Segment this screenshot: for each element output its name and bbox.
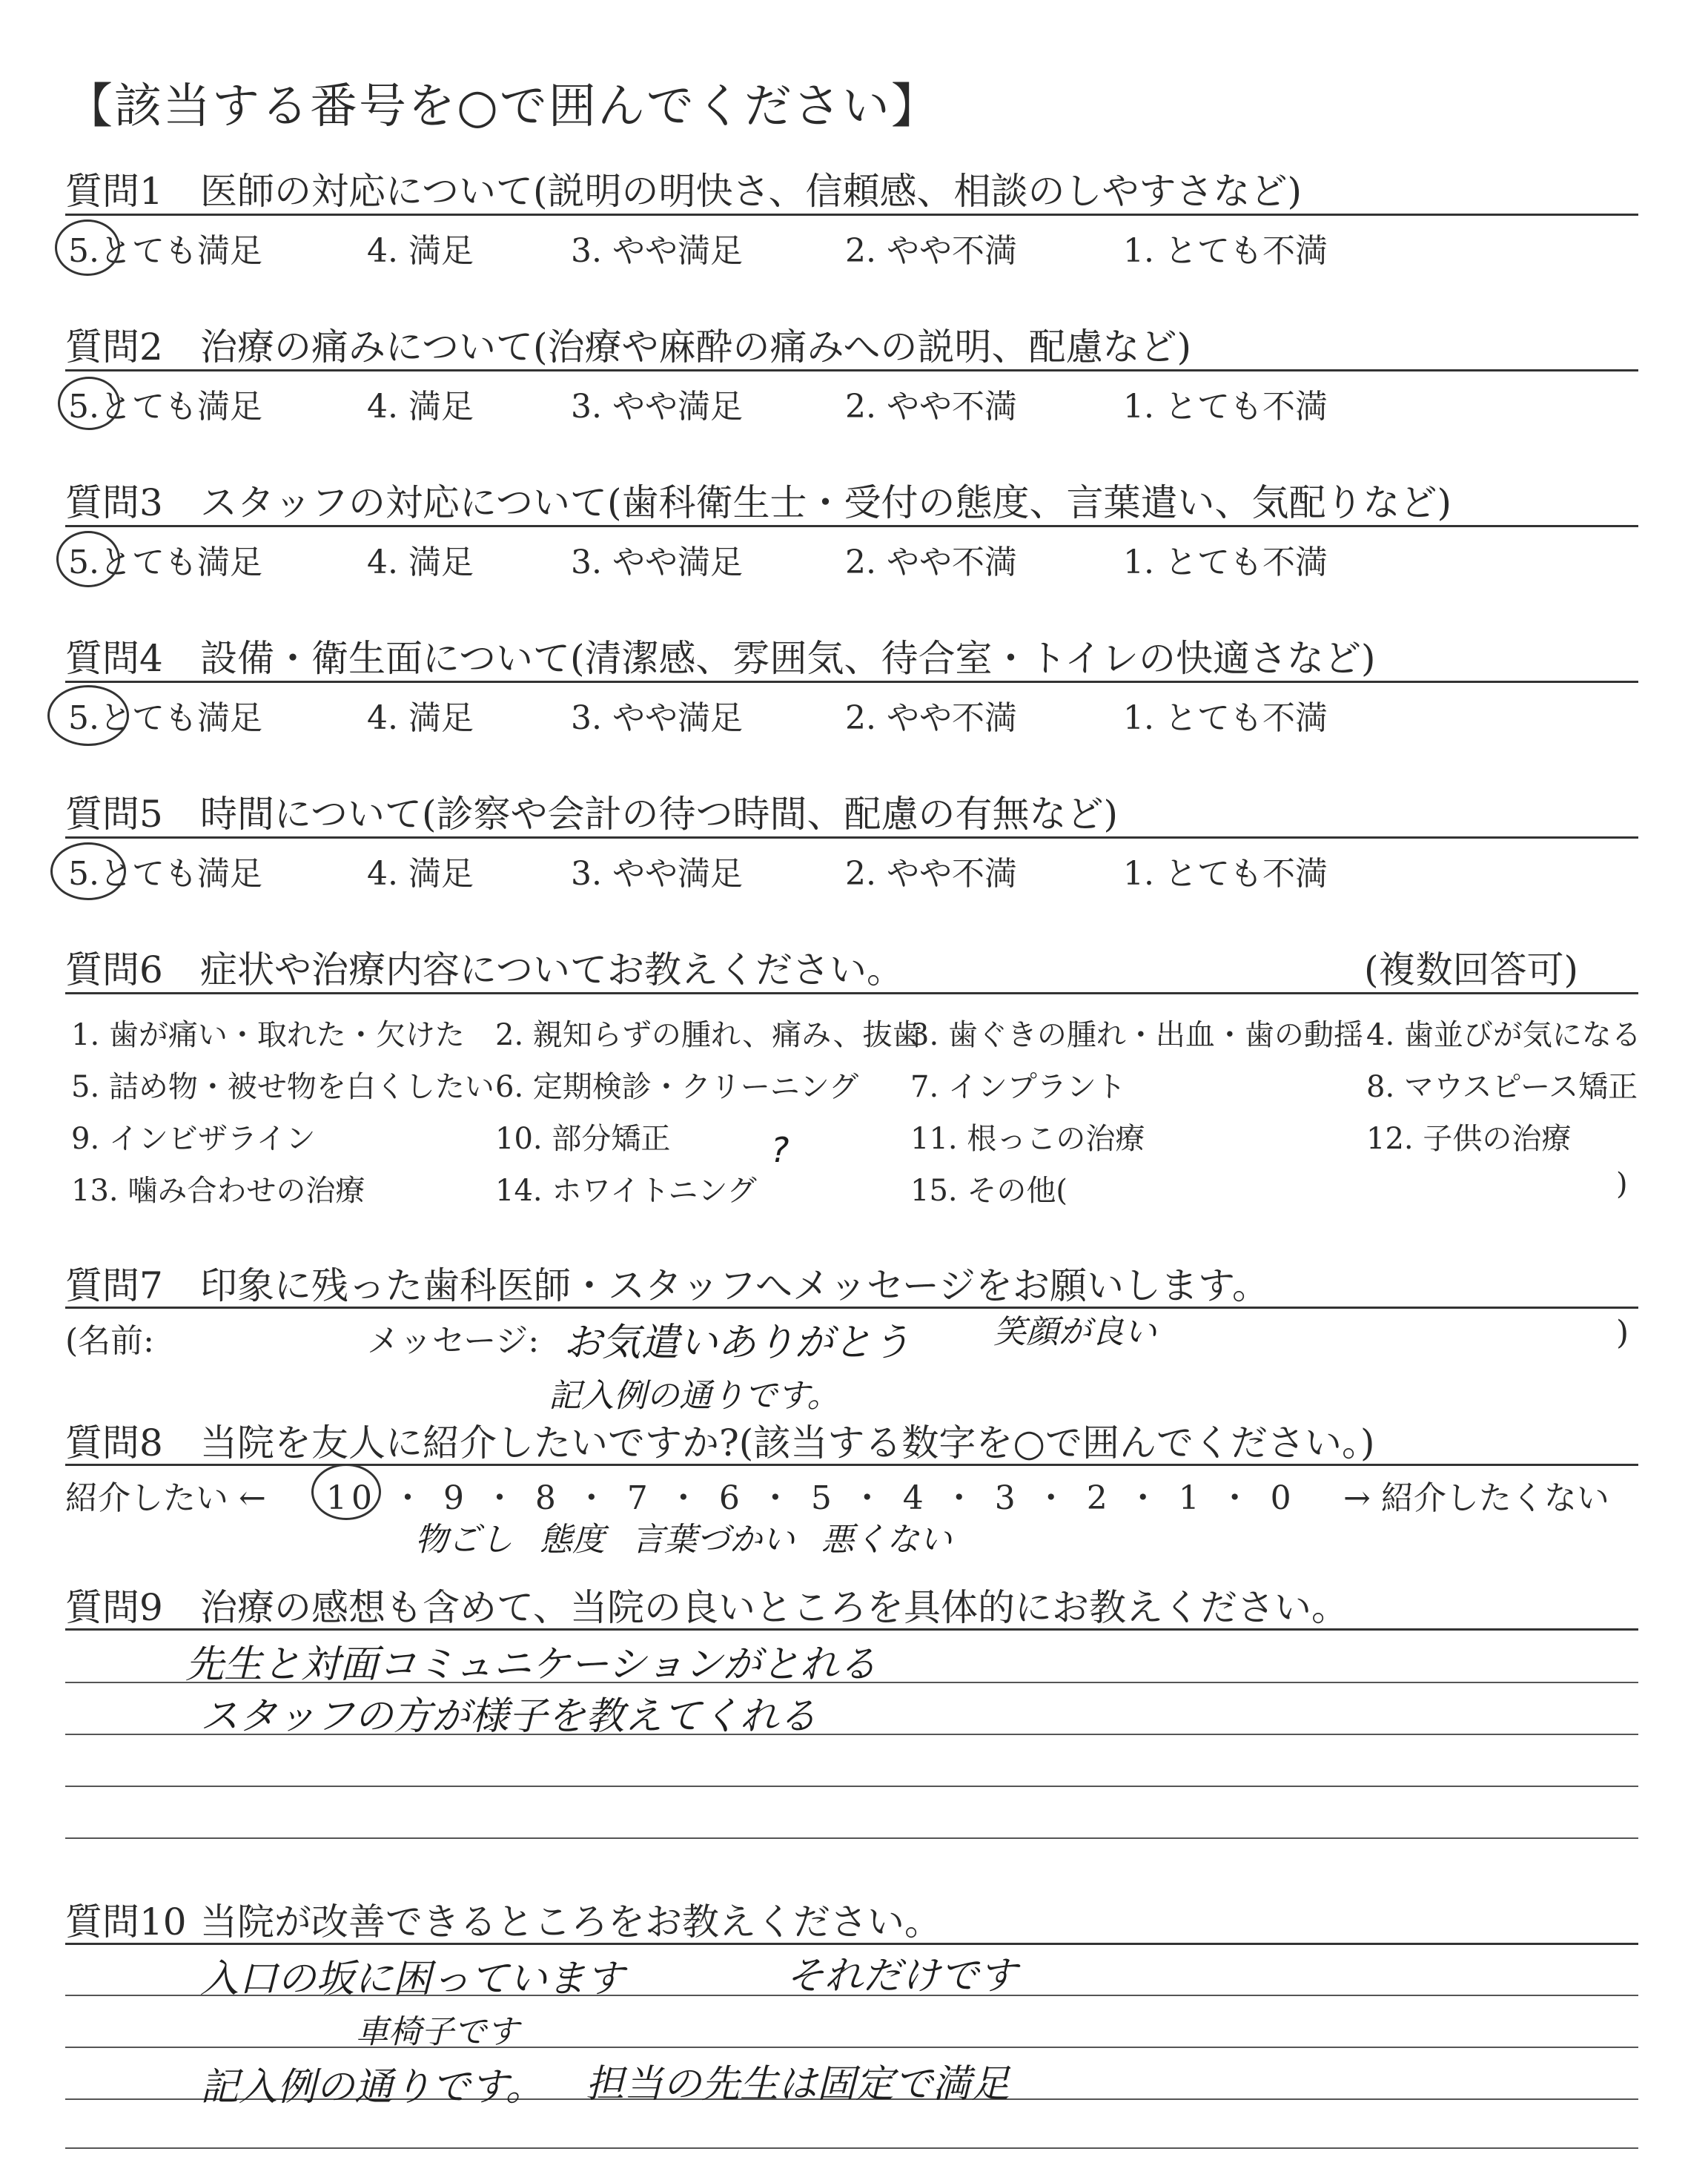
q3-option-5[interactable]: 5.とても満足: [68, 544, 262, 581]
q3-selected-circle: [56, 531, 120, 587]
q6-option-1[interactable]: 1. 歯が痛い・取れた・欠けた: [71, 1018, 465, 1052]
q7-handwritten-message-1: お気遣いありがとう: [563, 1321, 911, 1365]
question-2-label: 質問2: [65, 326, 163, 369]
q8-scale[interactable]: 10 ・ 9 ・ 8 ・ 7 ・ 6 ・ 5 ・ 4 ・ 3 ・ 2 ・ 1 ・ 0: [326, 1479, 1296, 1517]
q6-option-5[interactable]: 5. 詰め物・被せ物を白くしたい: [71, 1070, 494, 1104]
q9-handwritten-line-2: スタッフの方が様子を教えてくれる: [200, 1694, 818, 1739]
q1-option-2[interactable]: 2. やや不満: [845, 232, 1017, 270]
q6-option-13[interactable]: 13. 噛み合わせの治療: [71, 1174, 365, 1208]
question-4-label: 質問4: [65, 637, 163, 680]
q6-handwritten-mark: ?: [771, 1130, 790, 1170]
q7-handwritten-message-2: 笑顔が良い: [993, 1313, 1156, 1351]
question-4-text: 設備・衛生面について(清潔感、雰囲気、待合室・トイレの快適さなど): [200, 637, 1376, 680]
question-6-note: (複数回答可): [1364, 948, 1579, 991]
q5-option-5[interactable]: 5.とても満足: [68, 855, 262, 893]
q10-handwritten-line-2: 車椅子です: [356, 2013, 519, 2051]
q1-option-4[interactable]: 4. 満足: [367, 232, 474, 270]
q9-handwritten-line-1: 先生と対面コミュニケーションがとれる: [185, 1642, 877, 1687]
divider: [65, 681, 1638, 683]
q2-option-3[interactable]: 3. やや満足: [571, 388, 743, 426]
q7-message-label: メッセージ:: [367, 1322, 540, 1360]
q4-selected-circle: [47, 685, 129, 746]
q10-handwritten-line-1b: それだけです: [786, 1954, 1018, 1998]
answer-line: [65, 1786, 1638, 1787]
q5-option-1[interactable]: 1. とても不満: [1123, 855, 1328, 893]
q4-option-4[interactable]: 4. 満足: [367, 699, 474, 737]
question-7-label: 質問7: [65, 1264, 163, 1307]
q2-option-1[interactable]: 1. とても不満: [1123, 388, 1328, 426]
question-6-label: 質問6: [65, 948, 163, 991]
q1-selected-circle: [55, 219, 120, 276]
q8-right-label: → 紹介したくない: [1343, 1479, 1609, 1517]
divider: [65, 992, 1638, 994]
q5-option-2[interactable]: 2. やや不満: [845, 855, 1017, 893]
q10-handwritten-line-1: 入口の坂に困っています: [200, 1957, 625, 2001]
q3-option-4[interactable]: 4. 満足: [367, 544, 474, 581]
q4-option-2[interactable]: 2. やや不満: [845, 699, 1017, 737]
question-7-text: 印象に残った歯科医師・スタッフへメッセージをお願いします。: [200, 1264, 1269, 1307]
divider: [65, 214, 1638, 216]
q7-close-paren: ): [1616, 1314, 1629, 1352]
q10-handwritten-line-3: 記入例の通りです。: [200, 2065, 544, 2110]
q6-option-9[interactable]: 9. インビザライン: [71, 1122, 316, 1156]
question-8-text: 当院を友人に紹介したいですか?(該当する数字を○で囲んでください。): [200, 1421, 1375, 1464]
q6-option-14[interactable]: 14. ホワイトニング: [495, 1174, 757, 1208]
q6-option-2[interactable]: 2. 親知らずの腫れ、痛み、抜歯: [495, 1018, 922, 1052]
question-3-text: スタッフの対応について(歯科衛生士・受付の態度、言葉遣い、気配りなど): [200, 481, 1452, 524]
q4-option-3[interactable]: 3. やや満足: [571, 699, 743, 737]
answer-line: [65, 1837, 1638, 1839]
divider: [65, 1464, 1638, 1466]
q4-option-5[interactable]: 5.とても満足: [68, 699, 262, 737]
q5-selected-circle: [50, 842, 126, 900]
question-2-text: 治療の痛みについて(治療や麻酔の痛みへの説明、配慮など): [200, 326, 1192, 369]
q3-option-3[interactable]: 3. やや満足: [571, 544, 743, 581]
q7-handwritten-message-3: 記入例の通りです。: [549, 1377, 840, 1415]
question-9-label: 質問9: [65, 1586, 163, 1629]
q4-option-1[interactable]: 1. とても不満: [1123, 699, 1328, 737]
q6-option-8[interactable]: 8. マウスピース矯正: [1366, 1070, 1638, 1104]
q1-option-5[interactable]: 5.とても満足: [68, 232, 262, 270]
q6-option-11[interactable]: 11. 根っこの治療: [910, 1122, 1145, 1156]
q6-option-12[interactable]: 12. 子供の治療: [1366, 1122, 1572, 1156]
question-6-text: 症状や治療内容についてお教えください。: [200, 948, 904, 991]
question-1-text: 医師の対応について(説明の明快さ、信頼感、相談のしやすさなど): [200, 170, 1302, 213]
question-1-label: 質問1: [65, 170, 163, 213]
q2-selected-circle: [58, 377, 120, 430]
q8-handwritten-comment: 物ごし 態度 言葉づかい 悪くない: [415, 1521, 952, 1559]
q8-selected-circle: [311, 1464, 381, 1520]
form-title: 【該当する番号を○で囲んでください】: [65, 79, 940, 134]
question-10-label: 質問10: [65, 1900, 187, 1943]
q6-option-7[interactable]: 7. インプラント: [910, 1070, 1126, 1104]
divider: [65, 836, 1638, 839]
question-3-label: 質問3: [65, 481, 163, 524]
q6-option-6[interactable]: 6. 定期検診・クリーニング: [495, 1070, 859, 1104]
question-9-text: 治療の感想も含めて、当院の良いところを具体的にお教えください。: [200, 1586, 1348, 1629]
answer-line: [65, 2047, 1638, 2048]
question-8-label: 質問8: [65, 1421, 163, 1464]
answer-line: [65, 2147, 1638, 2149]
q1-option-1[interactable]: 1. とても不満: [1123, 232, 1328, 270]
q3-option-1[interactable]: 1. とても不満: [1123, 544, 1328, 581]
q6-option-4[interactable]: 4. 歯並びが気になる: [1366, 1018, 1641, 1052]
q8-left-label: 紹介したい ←: [65, 1479, 266, 1517]
q6-option-15[interactable]: 15. その他(: [910, 1174, 1068, 1208]
divider: [65, 1628, 1638, 1631]
question-10-text: 当院が改善できるところをお教えください。: [200, 1900, 941, 1943]
q10-handwritten-line-3b: 担当の先生は固定で満足: [586, 2062, 1010, 2107]
q2-option-2[interactable]: 2. やや不満: [845, 388, 1017, 426]
q2-option-4[interactable]: 4. 満足: [367, 388, 474, 426]
q6-option-3[interactable]: 3. 歯ぐきの腫れ・出血・歯の動揺: [910, 1018, 1363, 1052]
q5-option-3[interactable]: 3. やや満足: [571, 855, 743, 893]
q1-option-3[interactable]: 3. やや満足: [571, 232, 743, 270]
divider: [65, 1307, 1638, 1309]
q5-option-4[interactable]: 4. 満足: [367, 855, 474, 893]
q7-name-label: (名前:: [65, 1322, 154, 1360]
q2-option-5[interactable]: 5.とても満足: [68, 388, 262, 426]
divider: [65, 369, 1638, 371]
q6-option-10[interactable]: 10. 部分矯正: [495, 1122, 671, 1156]
q6-option-15-close: ): [1616, 1167, 1628, 1201]
q3-option-2[interactable]: 2. やや不満: [845, 544, 1017, 581]
divider: [65, 525, 1638, 527]
question-5-label: 質問5: [65, 793, 163, 836]
question-5-text: 時間について(診察や会計の待つ時間、配慮の有無など): [200, 793, 1119, 836]
